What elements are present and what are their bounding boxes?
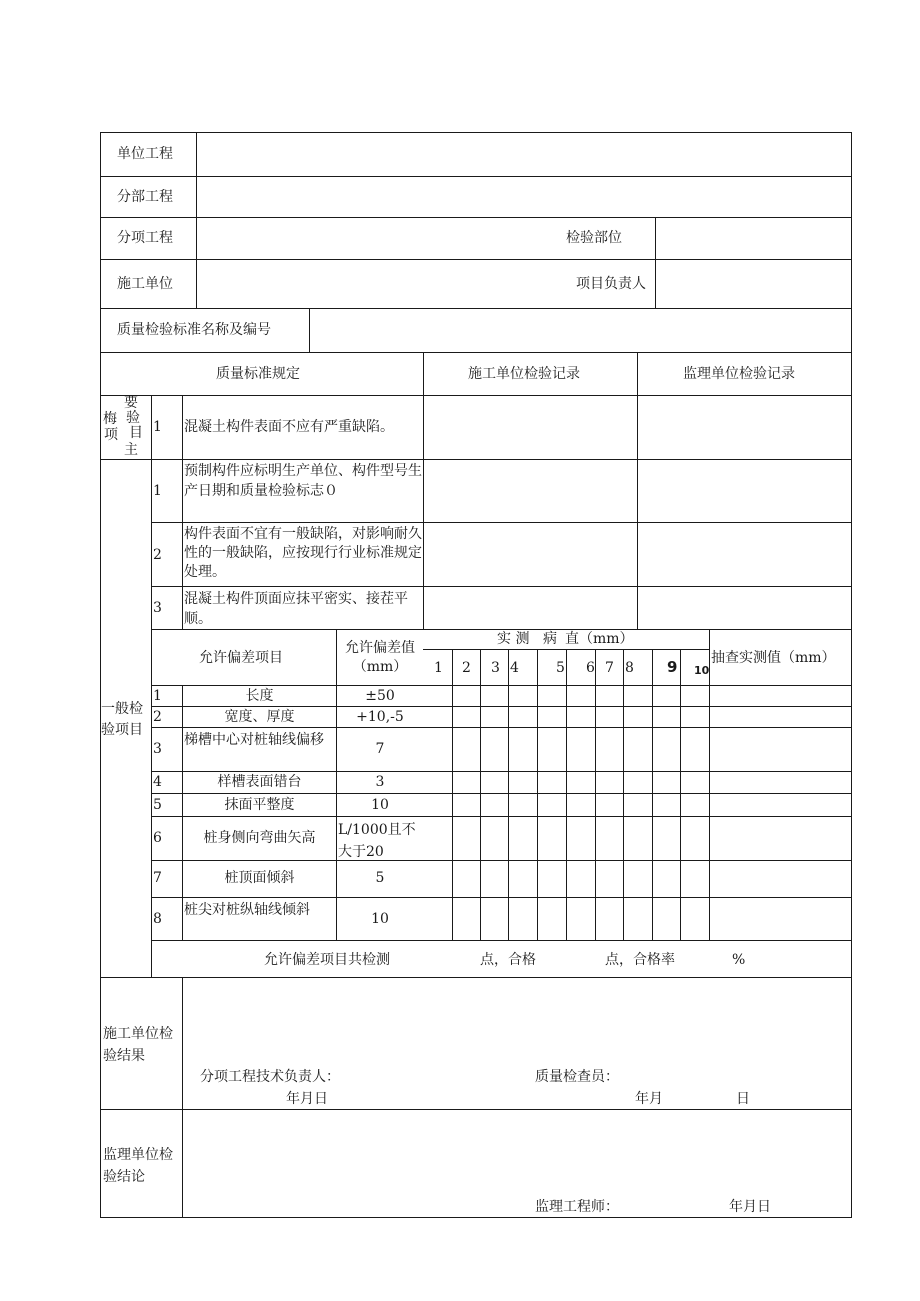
row-line — [100, 176, 852, 177]
supervision-record-header: 监理单位检验记录 — [683, 366, 795, 382]
main-items-label-part: 梅 — [103, 411, 117, 427]
sub-division-label: 分部工程 — [117, 189, 173, 205]
row-line — [151, 586, 852, 587]
row-line — [151, 793, 852, 794]
inspector-label: 质量检查员： — [535, 1069, 619, 1085]
col-line — [595, 649, 596, 941]
measured-header-part: 病 — [543, 631, 557, 647]
row-line — [151, 940, 852, 941]
row-line — [151, 629, 852, 630]
deviation-row-number: 3 — [153, 741, 162, 757]
general-item-number: 3 — [153, 600, 162, 616]
measure-col-number: 7 — [605, 660, 614, 676]
main-item-text: 混凝土构件表面不应有严重缺陷。 — [184, 419, 394, 435]
row-line — [100, 217, 852, 218]
row-line — [151, 816, 852, 817]
deviation-row-value: +10,-5 — [356, 709, 404, 725]
row-line — [100, 259, 852, 260]
col-line — [309, 308, 310, 353]
measure-col-number: 4 — [510, 660, 519, 676]
summary-points-pass: 点，合格 — [480, 952, 536, 968]
deviation-row-value: ±50 — [365, 688, 395, 704]
deviation-row-item: 桩身侧向弯曲矢高 — [203, 830, 316, 846]
col-line — [637, 352, 638, 629]
construction-unit-label: 施工单位 — [117, 276, 173, 292]
col-line — [182, 977, 183, 1218]
table-border-left — [100, 132, 101, 1218]
measure-col-number: 10 — [694, 664, 710, 677]
col-line — [182, 395, 183, 629]
spot-check-header: 抽查实测值（mm） — [711, 650, 836, 666]
summary-prefix: 允许偏差项目共检测 — [264, 952, 390, 968]
sub-item-label: 分项工程 — [117, 230, 173, 246]
date-year-month-label: 年月 — [635, 1091, 663, 1107]
col-line — [566, 649, 567, 941]
general-item-text: 构件表面不宜有一般缺陷，对影响耐久性的一般缺陷，应按现行行业标准规定处理。 — [184, 526, 422, 580]
deviation-row-item: 梯槽中心对桩轴线偏移 — [184, 732, 324, 748]
row-line — [151, 771, 852, 772]
measure-col-number: 5 — [556, 660, 565, 676]
row-line — [151, 706, 852, 707]
deviation-row-item: 样槽表面错台 — [217, 774, 302, 790]
date-day-label: 日 — [736, 1091, 750, 1107]
construction-record-header: 施工单位检验记录 — [468, 366, 580, 382]
row-line — [100, 308, 852, 309]
deviation-item-header: 允许偏差项目 — [199, 650, 283, 666]
general-item-number: 2 — [153, 547, 162, 563]
deviation-row-item: 宽度、厚度 — [224, 709, 295, 725]
general-item-text: 混凝土构件顶面应抹平密实、接茬平顺。 — [184, 591, 408, 627]
deviation-row-value: L/1000且不大于20 — [338, 822, 416, 860]
measure-col-number: 9 — [667, 658, 678, 676]
date-label: 年月日 — [286, 1091, 328, 1107]
measure-col-number: 6 — [586, 660, 595, 676]
inspection-part-label: 检验部位 — [566, 230, 622, 246]
measure-col-number: 3 — [491, 660, 500, 676]
measure-col-number: 8 — [625, 660, 634, 676]
supervising-engineer-label: 监理工程师： — [535, 1199, 619, 1215]
row-line — [151, 897, 852, 898]
deviation-row-number: 7 — [153, 870, 162, 886]
row-line — [100, 352, 852, 353]
deviation-row-item: 长度 — [245, 688, 274, 704]
col-line — [151, 395, 152, 977]
deviation-row-value: 10 — [371, 911, 389, 927]
row-line — [151, 522, 852, 523]
row-line — [100, 459, 852, 460]
row-line — [151, 860, 852, 861]
col-line — [196, 132, 197, 309]
main-items-label-part: 主 — [124, 442, 138, 458]
tech-lead-label: 分项工程技术负责人： — [200, 1069, 340, 1085]
deviation-value-header: 允许偏差值（mm） — [345, 640, 415, 675]
deviation-row-item: 桩尖对桩纵轴线倾斜 — [184, 902, 310, 918]
col-line — [423, 352, 424, 629]
measured-header-part: 直（mm） — [565, 631, 634, 647]
main-items-label-part: 目 — [129, 425, 143, 441]
deviation-row-number: 4 — [153, 774, 162, 790]
col-line — [655, 217, 656, 309]
summary-points-rate: 点，合格率 — [605, 952, 675, 968]
col-line — [480, 649, 481, 941]
measured-header-part: 实 测 — [497, 631, 530, 647]
deviation-row-value: 5 — [375, 870, 385, 886]
summary-percent: % — [732, 952, 746, 968]
deviation-row-number: 2 — [153, 709, 162, 725]
general-item-number: 1 — [153, 483, 162, 499]
main-items-label-part: 验 — [126, 410, 140, 426]
standard-name-label: 质量检验标准名称及编号 — [117, 322, 271, 338]
deviation-row-number: 1 — [153, 688, 162, 704]
deviation-row-number: 5 — [153, 797, 162, 813]
deviation-row-item: 桩顶面倾斜 — [224, 870, 295, 886]
row-line — [100, 395, 852, 396]
main-items-label-part: 项 — [104, 427, 118, 443]
col-line — [623, 649, 624, 941]
col-line — [537, 649, 538, 941]
unit-project-label: 单位工程 — [117, 146, 173, 162]
standard-column-header: 质量标准规定 — [216, 366, 300, 382]
construction-result-label: 施工单位检验结果 — [103, 1026, 173, 1064]
row-line — [151, 685, 852, 686]
deviation-row-number: 8 — [153, 911, 162, 927]
supervision-date-label: 年月日 — [729, 1199, 771, 1215]
main-items-label-part: 要 — [124, 395, 138, 411]
deviation-row-item: 抹面平整度 — [224, 797, 295, 813]
deviation-row-value: 7 — [375, 741, 385, 757]
col-line — [680, 649, 681, 941]
supervision-result-label: 监理单位检验结论 — [103, 1147, 173, 1185]
table-border-right — [851, 132, 852, 1218]
col-line — [652, 649, 653, 941]
table-border-bottom — [100, 1217, 852, 1218]
deviation-row-value: 3 — [375, 774, 385, 790]
main-item-number: 1 — [153, 419, 162, 435]
row-line — [151, 727, 852, 728]
general-item-text: 预制构件应标明生产单位、构件型号生产日期和质量检验标志０ — [184, 463, 422, 499]
deviation-row-value: 10 — [371, 797, 389, 813]
row-line — [100, 1109, 852, 1110]
col-line — [508, 649, 509, 941]
measure-col-number: 1 — [434, 660, 443, 676]
row-line — [100, 977, 852, 978]
col-line — [452, 649, 453, 941]
table-border-top — [100, 132, 852, 133]
deviation-row-number: 6 — [153, 830, 162, 846]
project-leader-label: 项目负责人 — [576, 276, 646, 292]
measure-col-number: 2 — [462, 660, 471, 676]
general-items-label: 一般检验项目 — [101, 701, 143, 738]
